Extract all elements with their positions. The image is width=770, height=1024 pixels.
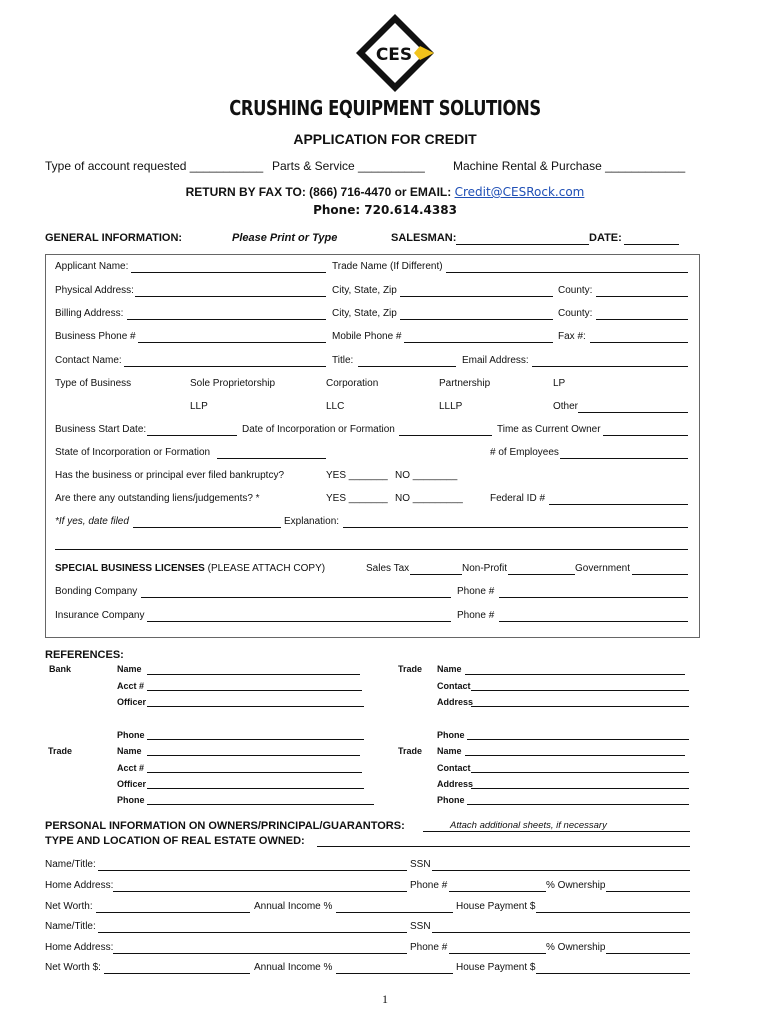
bank-acct-line[interactable] [147, 690, 362, 691]
bonding-phone-line[interactable] [499, 597, 688, 598]
trade-3-address-line[interactable] [471, 788, 689, 789]
business-phone-line[interactable] [138, 342, 326, 343]
bank-officer-label: Officer [117, 697, 147, 707]
date-line[interactable] [624, 244, 679, 245]
trade-2-phone-line[interactable] [147, 804, 374, 805]
email-link[interactable]: Credit@CESRock.com [454, 185, 585, 199]
phone-line: Phone: 720.614.4383 [313, 203, 457, 217]
trade-1-name-label: Name [437, 664, 462, 674]
references-heading: REFERENCES: [45, 649, 124, 661]
ssn-1-line[interactable] [432, 870, 690, 871]
trade-3-phone-label: Phone [437, 795, 465, 805]
business-phone-label: Business Phone # [55, 331, 136, 342]
physical-address-line[interactable] [135, 296, 326, 297]
start-date-label: Business Start Date: [55, 424, 147, 435]
trade-3-contact-line[interactable] [471, 772, 689, 773]
explanation-label: Explanation: [284, 516, 340, 527]
bankruptcy-yes[interactable]: YES _______ [326, 470, 388, 481]
sales-tax-label: Sales Tax [366, 563, 410, 574]
trade-1-name-line[interactable] [465, 674, 685, 675]
corporation-option[interactable]: Corporation [326, 378, 379, 389]
house-payment-1-line[interactable] [536, 912, 690, 913]
bank-phone-label: Phone [117, 730, 145, 740]
rental-purchase-label: Machine Rental & Purchase ____________ [453, 159, 686, 173]
trade-2-acct-label: Acct # [117, 763, 145, 773]
ownership-2-label: % Ownership [546, 942, 606, 953]
print-note: Please Print or Type [232, 232, 338, 244]
trade-3-contact-label: Contact [437, 763, 471, 773]
phone-1-line[interactable] [449, 891, 546, 892]
incorp-date-line[interactable] [399, 435, 492, 436]
county-1-line[interactable] [596, 296, 688, 297]
home-address-1-line[interactable] [113, 891, 407, 892]
annual-income-2-line[interactable] [336, 973, 453, 974]
ssn-2-label: SSN [410, 921, 431, 932]
bankruptcy-no[interactable]: NO ________ [395, 470, 458, 481]
federal-id-label: Federal ID # [490, 493, 546, 504]
trade-1-contact-label: Contact [437, 681, 471, 691]
salesman-line[interactable] [456, 244, 589, 245]
state-incorp-label: State of Incorporation or Formation [55, 447, 211, 458]
trade-1-phone-label: Phone [437, 730, 465, 740]
title-label: Title: [332, 355, 354, 366]
city-state-zip-1-label: City, State, Zip [332, 285, 397, 296]
net-worth-2-label: Net Worth $: [45, 962, 101, 973]
return-label: RETURN BY FAX TO: (866) 716-4470 or EMAIL: [185, 185, 452, 199]
house-payment-1-label: House Payment $ [456, 901, 536, 912]
special-licenses-label: SPECIAL BUSINESS LICENSES [55, 563, 205, 574]
email-address-line[interactable] [532, 366, 688, 367]
city-state-zip-1-line[interactable] [400, 296, 553, 297]
trade-3-address-label: Address [437, 779, 474, 789]
liens-yes[interactable]: YES _______ [326, 493, 388, 504]
page-number: 1 [382, 992, 388, 1006]
real-estate-line[interactable] [317, 846, 690, 847]
annual-income-1-line[interactable] [336, 912, 453, 913]
employees-label: # of Employees [490, 447, 559, 458]
trade-1-address-line[interactable] [471, 706, 689, 707]
logo-text: CES [375, 45, 413, 65]
fax-label: Fax #: [558, 331, 586, 342]
other-option[interactable]: Other [553, 401, 579, 412]
county-2-line[interactable] [596, 319, 688, 320]
bank-officer-line[interactable] [147, 706, 364, 707]
company-name: CRUSHING EQUIPMENT SOLUTIONS [229, 96, 541, 120]
applicant-name-label: Applicant Name: [55, 261, 129, 272]
attach-line [423, 831, 690, 832]
billing-address-line[interactable] [127, 319, 326, 320]
trade-3-name-line[interactable] [465, 755, 685, 756]
llp-option[interactable]: LLP [190, 401, 208, 412]
return-line [0, 185, 770, 199]
government-line[interactable] [632, 574, 688, 575]
net-worth-2-line[interactable] [104, 973, 250, 974]
phone-1-label: Phone # [410, 880, 448, 891]
type-of-business-label: Type of Business [55, 378, 132, 389]
city-state-zip-2-label: City, State, Zip [332, 308, 397, 319]
insurance-phone-line[interactable] [499, 621, 688, 622]
trade-name-line[interactable] [446, 272, 688, 273]
liens-question: Are there any outstanding liens/judgements? * [55, 493, 260, 504]
bankruptcy-question: Has the business or principal ever filed bankruptcy? [55, 470, 285, 481]
house-payment-2-label: House Payment $ [456, 962, 536, 973]
llc-option[interactable]: LLC [326, 401, 345, 412]
name-title-1-label: Name/Title: [45, 859, 96, 870]
account-type-label: Type of account requested ___________ [45, 159, 264, 173]
if-yes-label: *If yes, date filed [55, 516, 129, 527]
explanation-line[interactable] [343, 527, 688, 528]
mobile-phone-label: Mobile Phone # [332, 331, 402, 342]
home-address-2-label: Home Address: [45, 942, 114, 953]
bank-label: Bank [49, 664, 72, 674]
trade-1-contact-line[interactable] [471, 690, 689, 691]
trade-1-label: Trade [398, 664, 423, 674]
trade-2-acct-line[interactable] [147, 772, 362, 773]
bonding-label: Bonding Company [55, 586, 138, 597]
annual-income-2-label: Annual Income % [254, 962, 333, 973]
ssn-2-line[interactable] [432, 932, 690, 933]
county-1-label: County: [558, 285, 593, 296]
ces-logo [354, 12, 436, 94]
insurance-line[interactable] [147, 621, 451, 622]
ownership-1-label: % Ownership [546, 880, 606, 891]
email-address-label: Email Address: [462, 355, 529, 366]
attach-note: Attach additional sheets, if necessary [450, 820, 607, 831]
time-owner-label: Time as Current Owner [497, 424, 601, 435]
personal-heading: PERSONAL INFORMATION ON OWNERS/PRINCIPAL/GUARANTORS: [45, 820, 405, 832]
annual-income-1-label: Annual Income % [254, 901, 333, 912]
form-title: APPLICATION FOR CREDIT [293, 131, 477, 147]
home-address-1-label: Home Address: [45, 880, 114, 891]
fax-line[interactable] [590, 342, 688, 343]
bank-name-line[interactable] [147, 674, 360, 675]
time-owner-line[interactable] [603, 435, 688, 436]
home-address-2-line[interactable] [113, 953, 407, 954]
trade-1-address-label: Address [437, 697, 474, 707]
name-title-1-line[interactable] [98, 870, 407, 871]
contact-name-label: Contact Name: [55, 355, 122, 366]
trade-2-phone-label: Phone [117, 795, 145, 805]
bonding-line[interactable] [141, 597, 451, 598]
real-estate-heading: TYPE AND LOCATION OF REAL ESTATE OWNED: [45, 835, 305, 847]
bank-name-label: Name [117, 664, 142, 674]
federal-id-line[interactable] [549, 504, 688, 505]
trade-3-name-label: Name [437, 746, 462, 756]
trade-2-officer-label: Officer [117, 779, 147, 789]
trade-2-officer-line[interactable] [147, 788, 364, 789]
start-date-line[interactable] [147, 435, 237, 436]
ownership-1-line[interactable] [606, 891, 690, 892]
phone-2-label: Phone # [410, 942, 448, 953]
parts-service-label: Parts & Service __________ [272, 159, 425, 173]
bank-acct-label: Acct # [117, 681, 145, 691]
ownership-2-line[interactable] [606, 953, 690, 954]
salesman-label: SALESMAN: [391, 232, 457, 244]
state-incorp-line[interactable] [217, 458, 326, 459]
name-title-2-label: Name/Title: [45, 921, 96, 932]
date-filed-line[interactable] [133, 527, 281, 528]
employees-line[interactable] [560, 458, 688, 459]
trade-name-label: Trade Name (If Different) [332, 261, 443, 272]
ssn-1-label: SSN [410, 859, 431, 870]
incorp-date-label: Date of Incorporation or Formation [242, 424, 395, 435]
bank-phone-line[interactable] [147, 739, 364, 740]
liens-no[interactable]: NO _________ [395, 493, 463, 504]
trade-2-name-line[interactable] [147, 755, 360, 756]
phone-2-line[interactable] [449, 953, 546, 954]
sole-proprietorship-option[interactable]: Sole Proprietorship [190, 378, 276, 389]
non-profit-line[interactable] [508, 574, 575, 575]
bonding-phone-label: Phone # [457, 586, 495, 597]
lllp-option[interactable]: LLLP [439, 401, 463, 412]
city-state-zip-2-line[interactable] [400, 319, 553, 320]
house-payment-2-line[interactable] [536, 973, 690, 974]
trade-2-name-label: Name [117, 746, 142, 756]
non-profit-label: Non-Profit [462, 563, 508, 574]
explanation-line-2[interactable] [55, 549, 688, 550]
applicant-name-line[interactable] [131, 272, 326, 273]
other-line[interactable] [578, 412, 688, 413]
mobile-phone-line[interactable] [404, 342, 553, 343]
title-line[interactable] [358, 366, 456, 367]
name-title-2-line[interactable] [98, 932, 407, 933]
government-label: Government [575, 563, 631, 574]
trade-1-phone-line[interactable] [467, 739, 689, 740]
net-worth-1-line[interactable] [96, 912, 250, 913]
insurance-label: Insurance Company [55, 610, 145, 621]
trade-3-label: Trade [398, 746, 423, 756]
physical-address-label: Physical Address: [55, 285, 134, 296]
sales-tax-line[interactable] [410, 574, 462, 575]
special-licenses-note: (PLEASE ATTACH COPY) [207, 563, 326, 574]
date-label: DATE: [589, 232, 622, 244]
general-heading: GENERAL INFORMATION: [45, 232, 183, 244]
trade-3-phone-line[interactable] [467, 804, 689, 805]
partnership-option[interactable]: Partnership [439, 378, 491, 389]
net-worth-1-label: Net Worth: [45, 901, 93, 912]
billing-address-label: Billing Address: [55, 308, 124, 319]
lp-option[interactable]: LP [553, 378, 566, 389]
contact-name-line[interactable] [124, 366, 326, 367]
county-2-label: County: [558, 308, 593, 319]
insurance-phone-label: Phone # [457, 610, 495, 621]
special-licenses-line [55, 563, 325, 574]
trade-2-label: Trade [48, 746, 73, 756]
